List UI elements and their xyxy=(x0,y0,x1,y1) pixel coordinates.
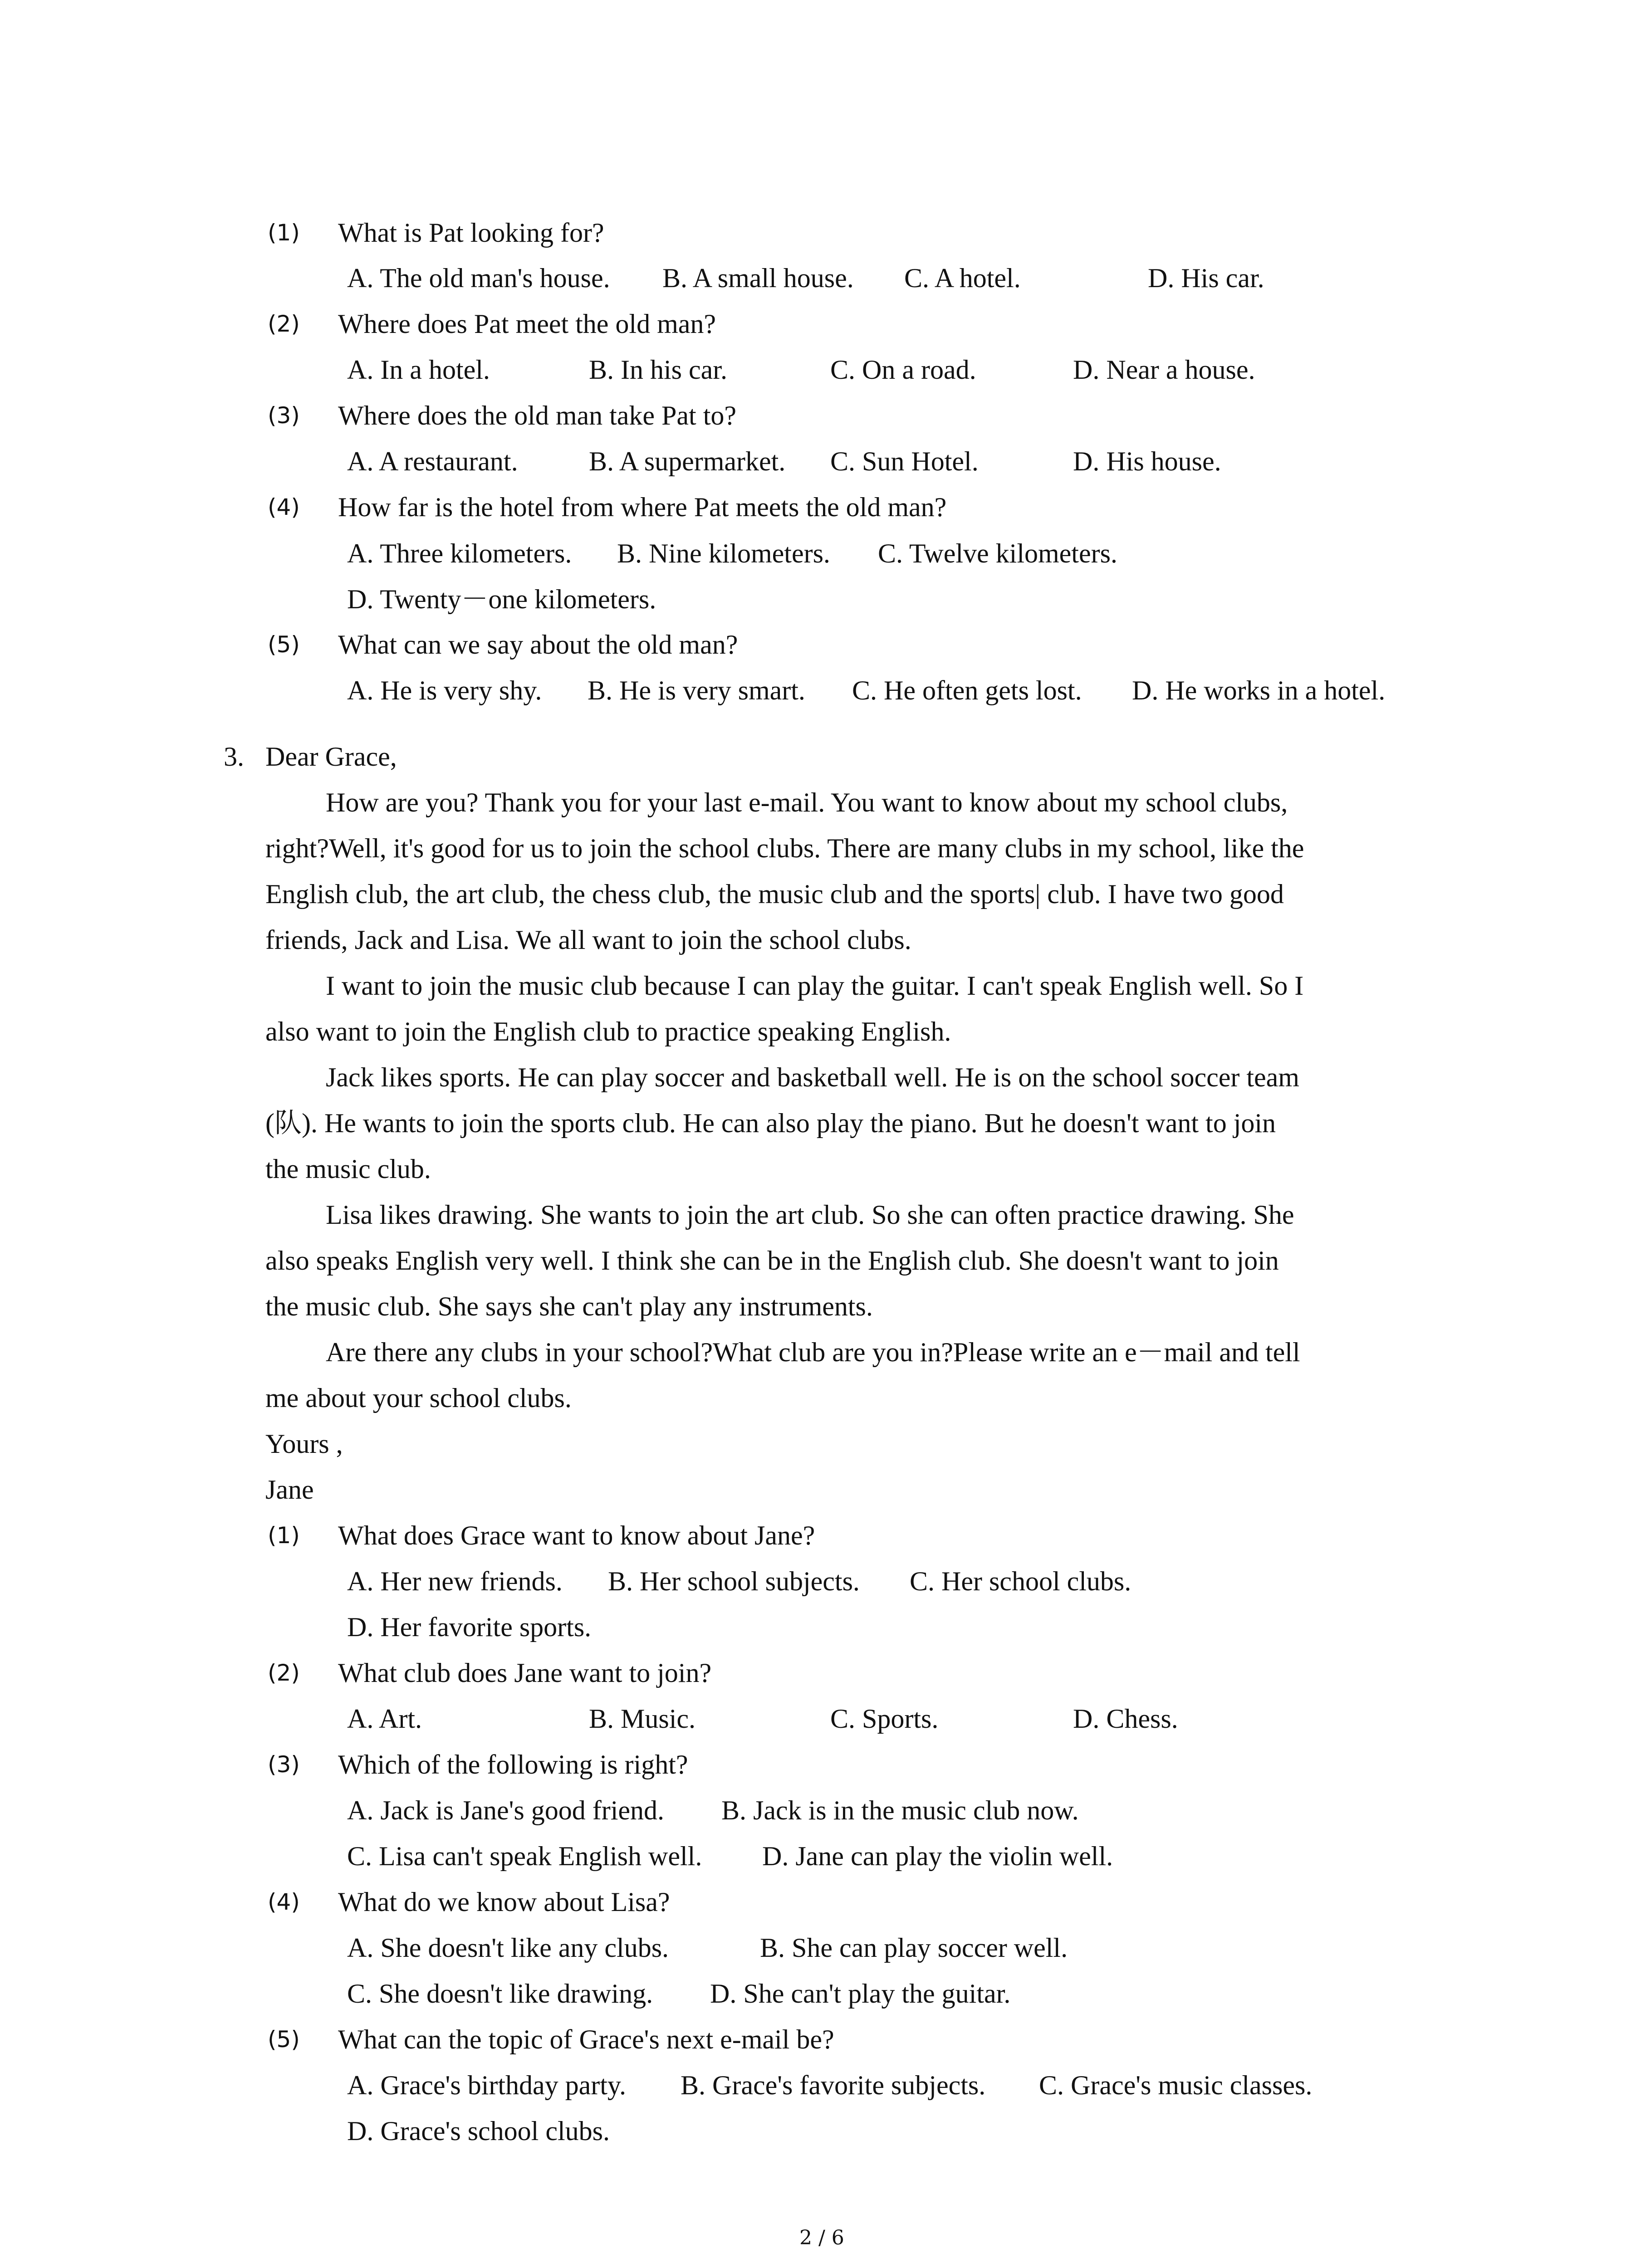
option-d: D. His car. xyxy=(1148,263,1264,293)
option-c: C. A hotel. xyxy=(904,263,1021,293)
option-b: B. Her school subjects. xyxy=(608,1566,860,1596)
option-d: D. His house. xyxy=(1073,446,1221,476)
question-text: Where does the old man take Pat to? xyxy=(338,401,737,430)
paragraph-line: I want to join the music club because I can play the guitar. I can't speak English well. So I xyxy=(326,971,1304,1001)
question-number: (5) xyxy=(268,2026,300,2053)
question-text: What can we say about the old man? xyxy=(338,630,738,660)
option-c: C. He often gets lost. xyxy=(852,675,1082,705)
option-b: B. A small house. xyxy=(662,263,854,293)
option-a: A. Jack is Jane's good friend. xyxy=(347,1795,664,1825)
option-a: A. Her new friends. xyxy=(347,1566,563,1596)
option-c: C. Grace's music classes. xyxy=(1039,2070,1313,2100)
paragraph-line: me about your school clubs. xyxy=(265,1383,572,1413)
option-a: A. In a hotel. xyxy=(347,355,490,385)
option-b: B. Music. xyxy=(589,1704,696,1734)
question-number: (5) xyxy=(268,631,300,658)
paragraph-line: Are there any clubs in your school?What club are you in?Please write an e－mail and tell xyxy=(326,1337,1300,1367)
option-a: A. Three kilometers. xyxy=(347,538,572,568)
question-text: What club does Jane want to join? xyxy=(338,1658,712,1688)
option-a: A. She doesn't like any clubs. xyxy=(347,1933,669,1963)
question-number: (1) xyxy=(268,1522,300,1549)
option-a: A. Art. xyxy=(347,1704,422,1734)
option-a: A. A restaurant. xyxy=(347,446,518,476)
paragraph-line: Lisa likes drawing. She wants to join the art club. So she can often practice drawing. She xyxy=(326,1200,1294,1230)
question-text: What does Grace want to know about Jane? xyxy=(338,1520,815,1550)
question-number: (3) xyxy=(268,1751,300,1778)
option-b: B. He is very smart. xyxy=(588,675,805,705)
option-c: C. Sun Hotel. xyxy=(830,446,979,476)
paragraph-line: also speaks English very well. I think she can be in the English club. She doesn't want to join xyxy=(265,1246,1279,1276)
question-number: (4) xyxy=(268,1889,300,1915)
paragraph-line: the music club. xyxy=(265,1154,431,1184)
question-text: What do we know about Lisa? xyxy=(338,1887,670,1917)
option-c: C. Twelve kilometers. xyxy=(878,538,1117,568)
paragraph-line: the music club. She says she can't play any instruments. xyxy=(265,1291,873,1321)
option-d: D. He works in a hotel. xyxy=(1132,675,1386,705)
option-d: D. She can't play the guitar. xyxy=(710,1979,1011,2009)
option-d: D. Jane can play the violin well. xyxy=(762,1841,1113,1871)
option-b: B. A supermarket. xyxy=(589,446,786,476)
option-b: B. Jack is in the music club now. xyxy=(721,1795,1079,1825)
question-text: Where does Pat meet the old man? xyxy=(338,309,716,339)
paragraph-line: English club, the art club, the chess club, the music club and the sports| club. I have two good xyxy=(265,879,1284,909)
question-number: (1) xyxy=(268,220,300,246)
option-b: B. Nine kilometers. xyxy=(617,538,830,568)
paragraph-line: Jack likes sports. He can play soccer and basketball well. He is on the school soccer team xyxy=(326,1062,1299,1092)
question-text: How far is the hotel from where Pat meets the old man? xyxy=(338,492,947,522)
option-a: A. The old man's house. xyxy=(347,263,610,293)
question-text: Which of the following is right? xyxy=(338,1750,688,1779)
paragraph-line: How are you? Thank you for your last e-mail. You want to know about my school clubs, xyxy=(326,787,1288,817)
option-c: C. Lisa can't speak English well. xyxy=(347,1841,702,1871)
option-a: A. He is very shy. xyxy=(347,675,542,705)
paragraph-line: right?Well, it's good for us to join the school clubs. There are many clubs in my school, like the xyxy=(265,833,1304,863)
question-number: (2) xyxy=(268,1660,300,1686)
option-c: C. Sports. xyxy=(830,1704,939,1734)
letter-greeting: Dear Grace, xyxy=(265,742,397,772)
paragraph-line: (队). He wants to join the sports club. He can also play the piano. But he doesn't want to join xyxy=(265,1108,1276,1138)
option-b: B. In his car. xyxy=(589,355,727,385)
letter-closing: Yours , xyxy=(265,1429,343,1459)
question-number: (3) xyxy=(268,402,300,429)
question-text: What can the topic of Grace's next e-mail be? xyxy=(338,2024,834,2054)
section-number: 3. xyxy=(224,742,244,772)
option-d: D. Near a house. xyxy=(1073,355,1255,385)
option-b: B. She can play soccer well. xyxy=(760,1933,1068,1963)
option-d: D. Grace's school clubs. xyxy=(347,2116,610,2146)
option-d: D. Chess. xyxy=(1073,1704,1178,1734)
letter-signature: Jane xyxy=(265,1475,314,1505)
paragraph-line: friends, Jack and Lisa. We all want to join the school clubs. xyxy=(265,925,911,955)
question-number: (2) xyxy=(268,311,300,337)
option-c: C. She doesn't like drawing. xyxy=(347,1979,653,2009)
paragraph-line: also want to join the English club to practice speaking English. xyxy=(265,1017,951,1046)
option-d: D. Twenty－one kilometers. xyxy=(347,584,656,614)
option-a: A. Grace's birthday party. xyxy=(347,2070,627,2100)
question-number: (4) xyxy=(268,494,300,520)
option-d: D. Her favorite sports. xyxy=(347,1612,592,1642)
option-b: B. Grace's favorite subjects. xyxy=(681,2070,986,2100)
question-text: What is Pat looking for? xyxy=(338,218,604,248)
option-c: C. On a road. xyxy=(830,355,976,385)
option-c: C. Her school clubs. xyxy=(910,1566,1132,1596)
page-number: 2 / 6 xyxy=(799,2226,844,2249)
